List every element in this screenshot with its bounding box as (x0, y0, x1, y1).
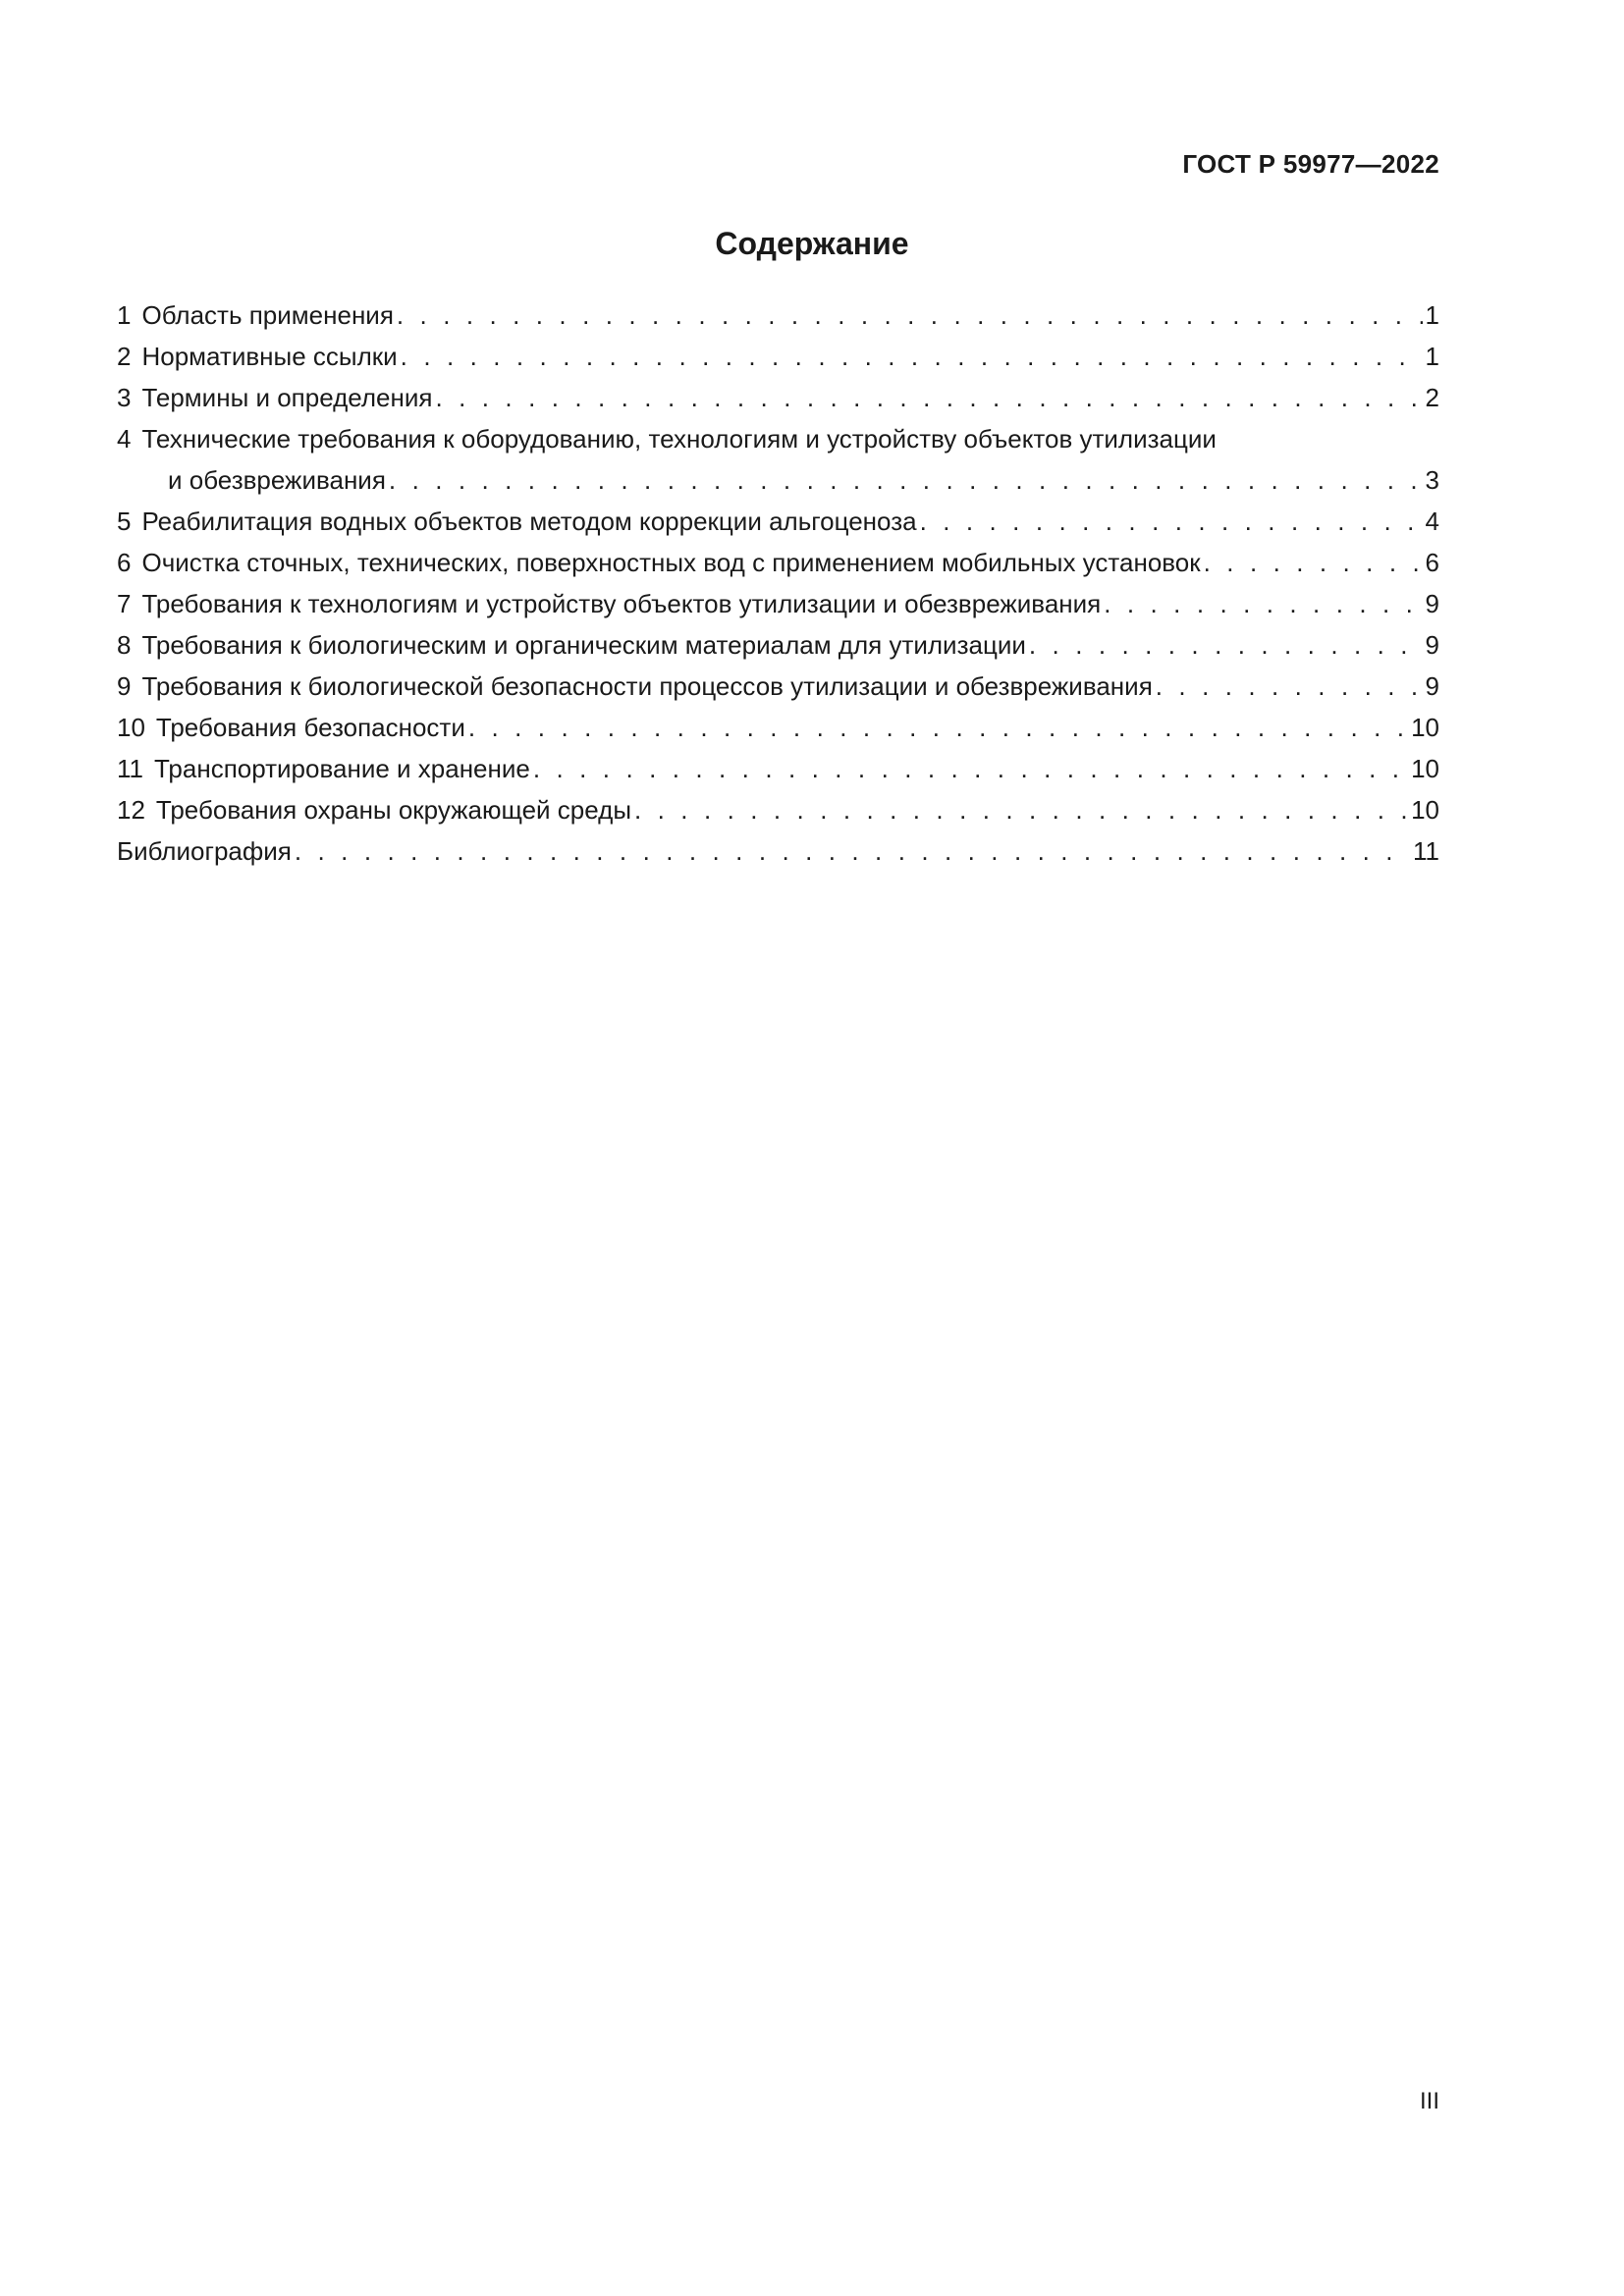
toc-leader-dots (468, 707, 1408, 748)
toc-item[interactable] (117, 501, 1439, 542)
toc-item-multiline[interactable] (117, 418, 1439, 501)
toc-item-text: Транспортирование и хранение (154, 754, 530, 783)
page-number: III (1419, 2088, 1439, 2114)
toc-item-number: 9 (117, 671, 132, 701)
toc-item-page: 1 (1425, 300, 1439, 330)
toc-item-number: 6 (117, 548, 132, 577)
toc-item-page: 1 (1425, 342, 1439, 371)
toc-item-label (117, 583, 1101, 624)
toc-item-label (117, 666, 1153, 707)
toc-leader-dots (634, 789, 1408, 830)
toc-leader-dots (295, 830, 1410, 872)
toc-item[interactable] (117, 377, 1439, 418)
toc-item-number: 11 (117, 754, 143, 783)
toc-item-label (117, 294, 394, 336)
toc-item[interactable] (117, 294, 1439, 336)
toc-leader-dots (1204, 542, 1423, 583)
toc-item[interactable] (117, 336, 1439, 377)
toc-item-number: 5 (117, 507, 132, 536)
toc-item-page: 9 (1425, 671, 1439, 701)
document-code: ГОСТ Р 59977—2022 (1182, 149, 1439, 179)
toc-leader-dots (1156, 666, 1423, 707)
toc-item-label (117, 418, 1439, 459)
toc-item-text: Требования к биологическим и органическим материалам для утилизации (141, 630, 1026, 660)
toc-item[interactable] (117, 542, 1439, 583)
toc-leader-dots (435, 377, 1422, 418)
toc-item-text: Требования безопасности (155, 713, 465, 742)
toc-item-number: 10 (117, 713, 145, 742)
toc-item-page: 4 (1425, 507, 1439, 536)
toc-leader-dots (1104, 583, 1422, 624)
toc-item-number: 4 (117, 424, 132, 454)
toc-item-text: Библиография (117, 836, 292, 866)
toc-leader-dots (533, 748, 1408, 789)
toc-item-page: 10 (1411, 754, 1439, 783)
toc-leader-dots (1029, 624, 1423, 666)
toc-item-continuation (117, 459, 1439, 501)
toc-item-page: 2 (1425, 383, 1439, 412)
toc-item-number: 1 (117, 300, 132, 330)
toc-item[interactable] (117, 583, 1439, 624)
toc-item-label (117, 748, 530, 789)
toc-item[interactable] (117, 666, 1439, 707)
toc-item[interactable] (117, 748, 1439, 789)
toc-item-label (117, 624, 1026, 666)
toc-item-text: Требования к биологической безопасности процессов утилизации и обезвреживания (141, 671, 1153, 701)
toc-item-text: Реабилитация водных объектов методом коррекции альгоценоза (141, 507, 917, 536)
toc-item-page: 11 (1413, 836, 1439, 866)
toc-leader-dots (920, 501, 1423, 542)
toc-item-text: Область применения (141, 300, 394, 330)
toc-item-page: 9 (1425, 589, 1439, 618)
toc-item-text: Требования охраны окружающей среды (155, 795, 632, 825)
toc-item-number: 12 (117, 795, 145, 825)
toc-item-label (117, 707, 465, 748)
toc-item-number: 7 (117, 589, 132, 618)
toc-title: Содержание (715, 226, 909, 261)
toc-item-number: 3 (117, 383, 132, 412)
toc-item-page: 10 (1411, 713, 1439, 742)
toc-leader-dots (401, 336, 1423, 377)
toc-item-number: 8 (117, 630, 132, 660)
toc-item-page: 9 (1425, 630, 1439, 660)
toc-item-text-continued: и обезвреживания (168, 465, 386, 495)
toc-item[interactable] (117, 624, 1439, 666)
toc-item-label (117, 789, 631, 830)
toc-item-number: 2 (117, 342, 132, 371)
toc-item-text: Термины и определения (141, 383, 433, 412)
table-of-contents (117, 294, 1439, 872)
toc-item-label (117, 542, 1201, 583)
toc-item[interactable] (117, 789, 1439, 830)
toc-item-page: 3 (1425, 465, 1439, 495)
toc-item-text: Требования к технологиям и устройству объектов утилизации и обезвреживания (141, 589, 1102, 618)
toc-item-label (117, 377, 432, 418)
toc-item-page: 10 (1411, 795, 1439, 825)
toc-item-text: Очистка сточных, технических, поверхностных вод с применением мобильных установок (141, 548, 1201, 577)
toc-item-label (117, 336, 398, 377)
toc-item-label (117, 501, 917, 542)
toc-item-text: Нормативные ссылки (141, 342, 398, 371)
toc-item-text: Технические требования к оборудованию, технологиям и устройству объектов утилизации (141, 424, 1217, 454)
toc-item-bibliography[interactable] (117, 830, 1439, 872)
toc-item[interactable] (117, 707, 1439, 748)
toc-leader-dots (397, 294, 1423, 336)
toc-item-page: 6 (1425, 548, 1439, 577)
toc-leader-dots (389, 459, 1423, 501)
